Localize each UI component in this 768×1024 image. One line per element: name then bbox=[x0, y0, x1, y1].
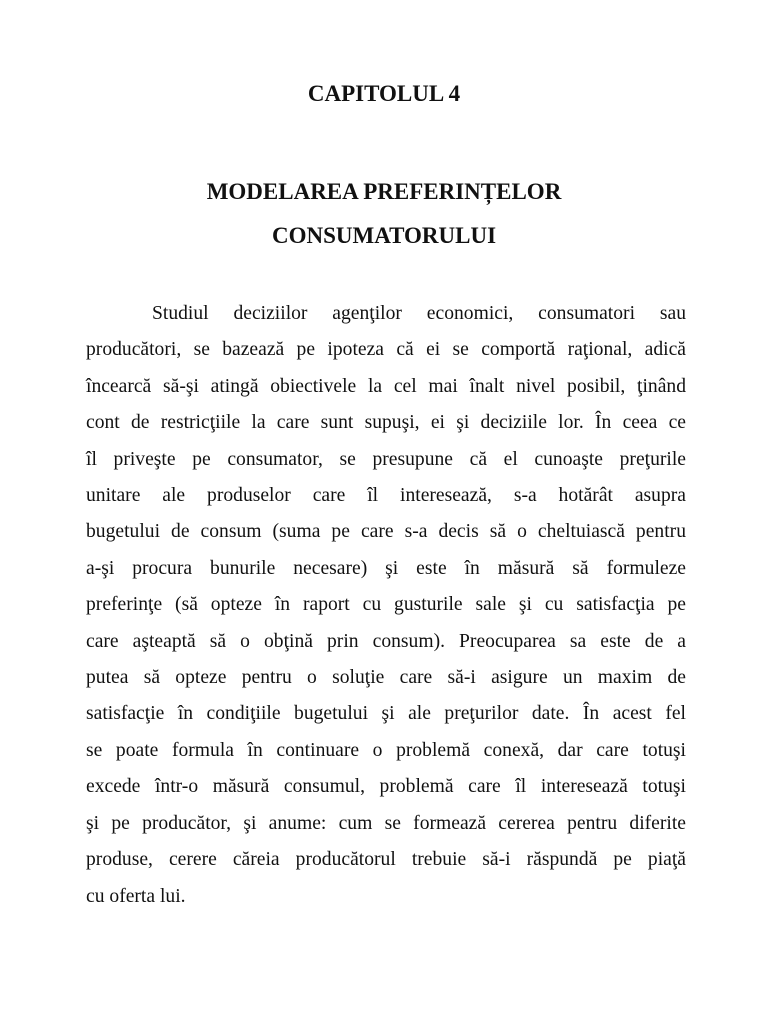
paragraph-line: putea să opteze pentru o soluţie care să-i asigure un maxim de bbox=[86, 667, 686, 689]
paragraph-line: cu oferta lui. bbox=[86, 885, 186, 907]
body-paragraph bbox=[86, 296, 686, 915]
paragraph-line: a-şi procura bunurile necesare) şi este în măsură să formuleze bbox=[86, 557, 686, 579]
paragraph-line: unitare ale produselor care îl interesează, s-a hotărât asupra bbox=[86, 485, 686, 507]
paragraph-line: preferinţe (să opteze în raport cu gusturile sale şi cu satisfacţia pe bbox=[86, 594, 686, 616]
chapter-title: CAPITOLUL 4 bbox=[307, 81, 461, 106]
paragraph-line: cont de restricţiile la care sunt supuşi, ei şi deciziile lor. În ceea ce bbox=[86, 412, 686, 434]
section-title-line-1: MODELAREA PREFERINȚELOR bbox=[206, 179, 562, 204]
paragraph-line: încearcă să-şi atingă obiectivele la cel mai înalt nivel posibil, ţinând bbox=[86, 375, 686, 397]
paragraph-line: satisfacţie în condiţiile bugetului şi ale preţurilor date. În acest fel bbox=[86, 703, 686, 725]
section-title-line-2: CONSUMATORULUI bbox=[271, 223, 497, 248]
paragraph-line: Studiul deciziilor agenţilor economici, consumatori sau bbox=[152, 303, 686, 324]
paragraph-line: excede într-o măsură consumul, problemă care îl interesează totuşi bbox=[86, 776, 686, 798]
paragraph-line: şi pe producător, şi anume: cum se formează cererea pentru diferite bbox=[86, 812, 686, 834]
paragraph-line: se poate formula în continuare o problemă conexă, dar care totuşi bbox=[86, 739, 686, 761]
paragraph-line: bugetului de consum (suma pe care s-a decis să o cheltuiască pentru bbox=[86, 521, 686, 543]
paragraph-line: care aşteaptă să o obţină prin consum). Preocuparea sa este de a bbox=[86, 630, 686, 652]
paragraph-line: produse, cerere căreia producătorul trebuie să-i răspundă pe piaţă bbox=[86, 849, 686, 871]
paragraph-line: producători, se bazează pe ipoteza că ei se comportă raţional, adică bbox=[86, 339, 686, 361]
paragraph-line: îl priveşte pe consumator, se presupune că el cunoaşte preţurile bbox=[86, 448, 686, 470]
section-title bbox=[0, 170, 768, 258]
